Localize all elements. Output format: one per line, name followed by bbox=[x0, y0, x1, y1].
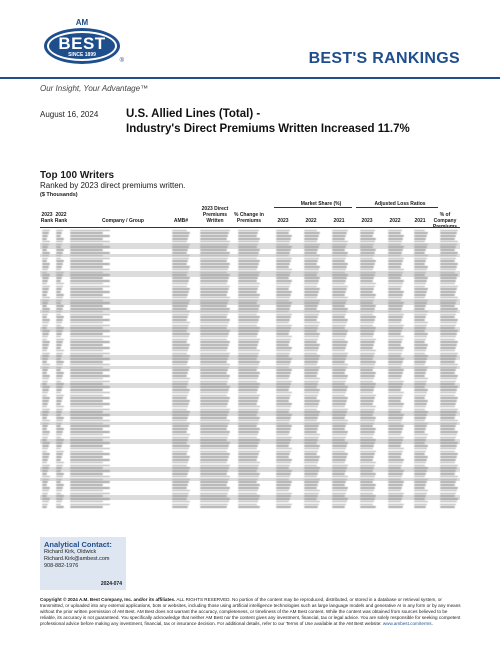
col-ms-2022: 2022 bbox=[305, 218, 317, 224]
group-header-loss-ratios: Adjusted Loss Ratios bbox=[374, 201, 426, 207]
table-cell bbox=[332, 506, 345, 508]
contact-heading: Analytical Contact: bbox=[44, 540, 112, 549]
contact-name: Richard Kirk, Oldwick bbox=[44, 549, 97, 555]
col-pct-company: % of Company bbox=[433, 212, 457, 224]
headline-line-1: U.S. Allied Lines (Total) - bbox=[126, 108, 261, 120]
am-best-logo bbox=[40, 18, 124, 80]
logo-name: BEST bbox=[58, 34, 106, 53]
section-units: ($ Thousands) bbox=[40, 192, 78, 198]
table-cell bbox=[360, 506, 376, 508]
table-cell bbox=[414, 506, 426, 508]
group-rule-market-share bbox=[274, 207, 352, 208]
section-subtitle: Ranked by 2023 direct premiums written. bbox=[40, 181, 186, 190]
col-lr-2022: 2022 bbox=[389, 218, 401, 224]
report-date: August 16, 2024 bbox=[40, 110, 99, 119]
group-rule-loss-ratios bbox=[356, 207, 438, 208]
col-ms-2021: 2021 bbox=[333, 218, 345, 224]
col-lr-2021: 2021 bbox=[414, 218, 426, 224]
copyright-bold: Copyright © 2024 A.M. Best Company, Inc. and/or its affiliates. bbox=[40, 597, 176, 602]
terms-link[interactable]: www.ambest.com/terms bbox=[382, 621, 432, 626]
col-pct-change: % Change in Premiums bbox=[233, 212, 264, 224]
analytical-contact-box bbox=[40, 537, 126, 590]
group-header-market-share: Market Share (%) bbox=[300, 201, 342, 207]
table-cell bbox=[238, 506, 260, 508]
table-cell bbox=[42, 506, 47, 508]
report-code: 2024-074 bbox=[100, 581, 122, 587]
copyright-notice: Copyright © 2024 A.M. Best Company, Inc. and/or its affiliates. ALL RIGHTS RESERVED. No portion of the content may be reproduced, distributed, or stored in a database or retrieval system, or transmitted, or uploaded into any external applications, bots or websites, including those using artificial intelligence technologies such as large language models and generative AI in any form or by any means without the prior written permission of AM Best. AM Best does not warrant the accuracy, completeness, or timeliness of the AM Best content. While the content was obtained from sources believed to be reliable, its accuracy is not guaranteed. You specifically acknowledge that neither AM Best nor the content gives any investment, financial, tax or legal advice. You are solely responsible for seeking competent professional advice before making any investment, financial, tax or insurance decision. For additional details, refer to our Terms of Use available at the AM Best website: www.ambest.com/terms. bbox=[40, 597, 461, 626]
tagline: Our Insight, Your Advantage™ bbox=[40, 84, 149, 93]
contact-phone: 908-882-1976 bbox=[44, 563, 79, 569]
col-rank-2023: 2023 Rank bbox=[40, 212, 54, 224]
table-header-rule bbox=[40, 227, 460, 228]
table-cell bbox=[172, 506, 188, 508]
table-cell bbox=[304, 506, 318, 508]
page-title: BEST'S RANKINGS bbox=[308, 50, 460, 67]
table-cell bbox=[388, 506, 403, 508]
col-rank-2022: 2022 Rank bbox=[54, 212, 68, 224]
table-cell bbox=[70, 506, 103, 508]
col-lr-2023: 2023 bbox=[361, 218, 373, 224]
section-title: Top 100 Writers bbox=[40, 170, 115, 181]
table-cell bbox=[56, 506, 64, 508]
col-amb: AMB# bbox=[173, 218, 189, 224]
table-cell bbox=[440, 506, 455, 508]
headline-line-2: Industry's Direct Premiums Written Increased 11.7% bbox=[126, 123, 410, 135]
copyright-text: ALL RIGHTS RESERVED. No portion of the content may be reproduced, distributed, or stored in a database or retrieval system, or transmitted, or uploaded into any external applications, bots or websites, including those using artificial intelligence technologies such as large language models and generative AI in any form or by any means without the prior written permission of AM Best. AM Best does not warrant the accuracy, completeness, or timeliness of the AM Best content. While the content was obtained from sources believed to be reliable, its accuracy is not guaranteed. You specifically acknowledge that neither AM Best nor the content gives any investment, financial, tax or legal advice. You are solely responsible for seeking competent professional advice before making any investment, financial, tax or insurance decision. For additional details, refer to our Terms of Use available at the AM Best website: bbox=[40, 597, 461, 626]
header-divider bbox=[0, 77, 500, 79]
logo-registered-mark: ® bbox=[119, 58, 124, 64]
col-direct-premiums: 2023 Direct Premiums Written bbox=[201, 206, 229, 224]
col-ms-2023: 2023 bbox=[277, 218, 289, 224]
report-headline bbox=[126, 107, 426, 137]
logo-since: SINCE 1899 bbox=[68, 52, 96, 58]
table-body bbox=[40, 229, 460, 509]
table-row bbox=[40, 506, 460, 509]
contact-email[interactable]: Richard.Kirk@ambest.com bbox=[44, 556, 110, 562]
col-company: Company / Group bbox=[102, 218, 144, 224]
table-cell bbox=[200, 506, 227, 508]
logo-prefix: AM bbox=[75, 18, 89, 27]
table-cell bbox=[276, 506, 291, 508]
